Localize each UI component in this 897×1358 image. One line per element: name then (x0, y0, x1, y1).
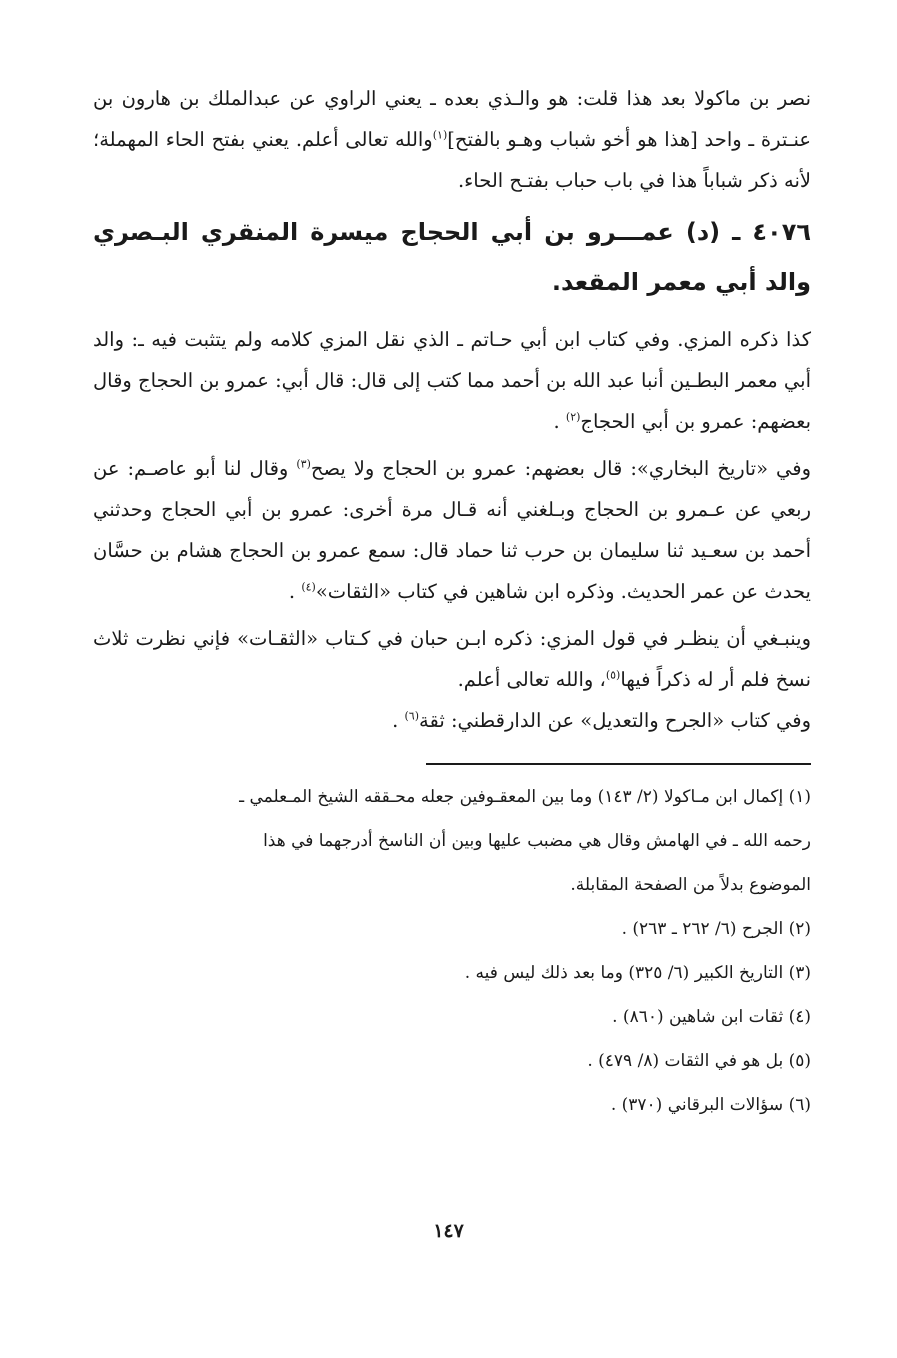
footnote-ref-5[interactable]: (٥) (605, 668, 621, 682)
paragraph-2-text-b: وقال لنا أبو عاصـم: عن ربعي عن عـمرو بن الحجاج وبـلغني أنه قـال مرة أخرى: عمرو بن أبي الحجاج وحدثني أحمد بن سعـيد ثنا سليمان بن حرب ثنا حماد قال: سمع عمرو بن الحجاج هشام بن حسَّان يحدث عن عمر الحديث. وذكره ابن شاهين في كتاب «الثقات» (93, 457, 811, 603)
paragraph-2-end: . (288, 580, 302, 603)
paragraph-2 (93, 448, 811, 612)
footnote-ref-1[interactable]: (١) (432, 128, 448, 142)
paragraph-1-text: كذا ذكره المزي. وفي كتاب ابن أبي حـاتم ـ الذي نقل المزي كلامه ولم يتثبت فيه ـ: والد أبي معمر البطـين أنبا عبد الله بن أحمد مما كتب إلى قال: قال أبي: عمرو بن الحجاج وقال بعضهم: عمرو بن أبي الحجاج (93, 328, 811, 433)
footnote-ref-3[interactable]: (٣) (296, 457, 311, 471)
page-body (93, 78, 811, 1127)
paragraph-3-text-b: ، والله تعالى أعلم. (457, 668, 606, 691)
paragraph-4 (93, 700, 811, 741)
footnote-5: (٥) بل هو في الثقات (٨/ ٤٧٩) . (587, 1051, 811, 1071)
footnote-4: (٤) ثقات ابن شاهين (٨٦٠) . (612, 1007, 811, 1027)
paragraph-1-end: . (553, 410, 566, 433)
footnote-ref-4[interactable]: (٤) (301, 580, 316, 594)
paragraph-2-text-a: وفي «تاريخ البخاري»: قال بعضهم: عمرو بن الحجاج ولا يصح (310, 457, 811, 480)
footnote-ref-6[interactable]: (٦) (404, 709, 420, 723)
paragraph-1 (93, 319, 811, 442)
footnote-3: (٣) التاريخ الكبير (٦/ ٣٢٥) وما بعد ذلك ليس فيه . (464, 963, 811, 983)
paragraph-4-end: . (392, 709, 405, 732)
intro-text: نصر بن ماكولا بعد هذا قلت: هو والـذي بعده ـ يعني الراوي عن عبدالملك بن هارون بن عنـترة ـ واحد [هذا هو أخو شباب وهـو بالفتح] (93, 87, 812, 151)
intro-tail: والله تعالى أعلم. يعني بفتح الحاء المهملة؛ لأنه ذكر شباباً هذا في باب حباب بفتـح الحاء. (93, 128, 811, 192)
footnote-2: (٢) الجرح (٦/ ٢٦٢ ـ ٢٦٣) . (621, 919, 811, 939)
intro-paragraph (93, 78, 811, 201)
page-number: ١٤٧ (433, 1220, 464, 1242)
paragraph-3 (93, 618, 811, 700)
footnotes (93, 775, 811, 1127)
footnote-ref-2[interactable]: (٢) (565, 410, 581, 424)
paragraph-3-text-a: وينبـغي أن ينظـر في قول المزي: ذكره ابـن حبان في كـتاب «الثقـات» فإني نظرت ثلاث نسخ فلم أر له ذكراً فيها (93, 627, 811, 691)
footnote-1-line-1: (١) إكمال ابن مـاكولا (٢/ ١٤٣) وما بين المعقـوفين جعله محـققه الشيخ المـعلمي ـ (239, 787, 811, 807)
paragraph-4-text: وفي كتاب «الجرح والتعديل» عن الدارقطني: ثقة (419, 709, 811, 732)
footnote-6: (٦) سؤالات البرقاني (٣٧٠) . (610, 1095, 811, 1115)
footnote-1-line-2: رحمه الله ـ في الهامش وقال هي مضبب عليها وبين أن الناسخ أدرجهما في هذا (263, 831, 811, 851)
entry-heading: ٤٠٧٦ ـ (د) عمـــرو بن أبي الحجاج ميسرة المنقري البـصري والد أبي معمر المقعد. (93, 218, 811, 296)
footnote-separator (426, 763, 811, 765)
footnote-1-line-3: الموضوع بدلاً من الصفحة المقابلة. (570, 875, 811, 895)
